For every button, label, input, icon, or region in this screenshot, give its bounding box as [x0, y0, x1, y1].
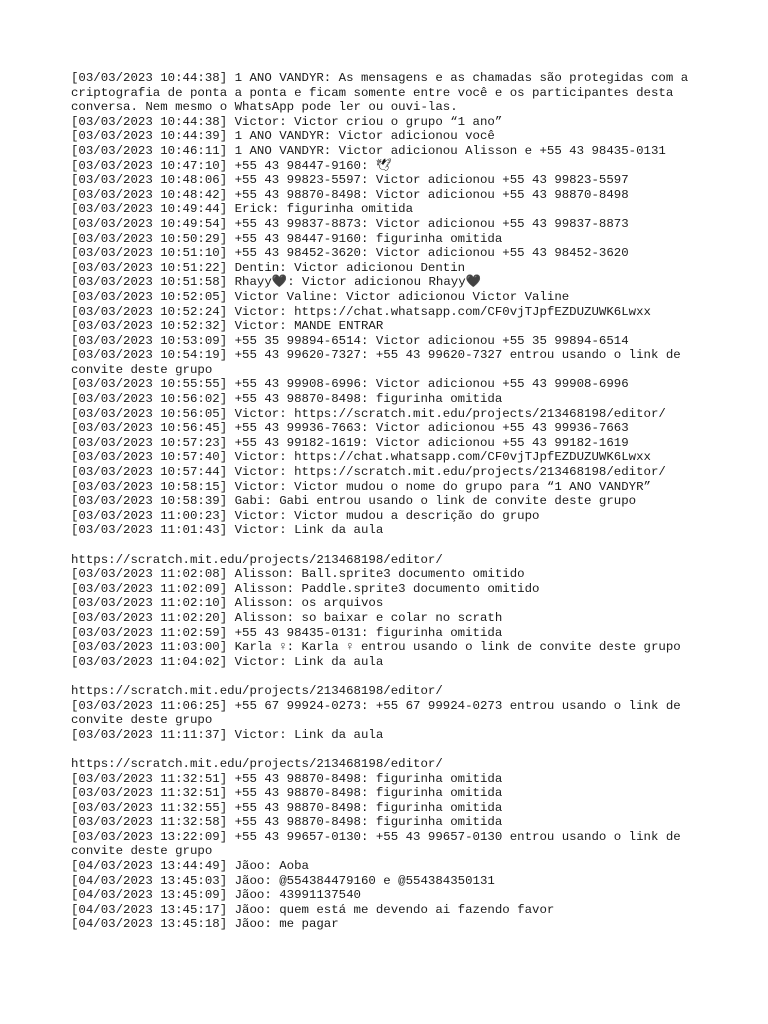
transcript-line: [03/03/2023 10:48:42] +55 43 98870-8498: Victor adicionou +55 43 98870-8498 — [71, 187, 629, 202]
transcript-line: [03/03/2023 11:01:43] Victor: Link da aula — [71, 523, 384, 538]
transcript-line: [03/03/2023 10:51:10] +55 43 98452-3620: Victor adicionou +55 43 98452-3620 — [71, 246, 629, 261]
transcript-line: [03/03/2023 10:53:09] +55 35 99894-6514: Victor adicionou +55 35 99894-6514 — [71, 333, 629, 348]
transcript-line: [03/03/2023 11:02:10] Alisson: os arquivos — [71, 596, 384, 611]
transcript-line: [03/03/2023 10:44:38] 1 ANO VANDYR: As mensagens e as chamadas são protegidas com a — [71, 71, 689, 85]
transcript-line: [03/03/2023 13:22:09] +55 43 99657-0130: +55 43 99657-0130 entrou usando o link de — [71, 829, 681, 844]
chat-transcript — [71, 71, 701, 932]
transcript-line: [03/03/2023 10:52:32] Victor: MANDE ENTRAR — [71, 319, 384, 334]
transcript-line: [03/03/2023 10:51:22] Dentin: Victor adicionou Dentin — [71, 260, 466, 275]
transcript-line: [03/03/2023 11:04:02] Victor: Link da aula — [71, 654, 384, 669]
transcript-line: [03/03/2023 11:32:58] +55 43 98870-8498: figurinha omitida — [71, 815, 503, 830]
transcript-line — [71, 669, 701, 684]
transcript-line: [03/03/2023 10:58:15] Victor: Victor mudou o nome do grupo para “1 ANO VANDYR” — [71, 479, 651, 494]
transcript-line: [03/03/2023 11:03:00] Karla ♀: Karla ♀ entrou usando o link de convite deste grupo — [71, 640, 681, 655]
transcript-line: [03/03/2023 10:57:40] Victor: https://chat.whatsapp.com/CF0vjTJpfEZDUZUWK6Lwxx — [71, 450, 651, 465]
transcript-line: [04/03/2023 13:45:03] Jãoo: @554384479160 e @554384350131 — [71, 873, 495, 888]
transcript-line: [03/03/2023 10:55:55] +55 43 99908-6996: Victor adicionou +55 43 99908-6996 — [71, 377, 629, 392]
transcript-line: [03/03/2023 10:46:11] 1 ANO VANDYR: Victor adicionou Alisson e +55 43 98435-0131 — [71, 143, 666, 158]
transcript-line: [03/03/2023 10:58:39] Gabi: Gabi entrou usando o link de convite deste grupo — [71, 494, 637, 509]
transcript-line: [03/03/2023 11:11:37] Victor: Link da aula — [71, 727, 384, 742]
transcript-line: [03/03/2023 11:32:51] +55 43 98870-8498: figurinha omitida — [71, 786, 503, 801]
transcript-line: https://scratch.mit.edu/projects/213468198/editor/ — [71, 552, 443, 567]
transcript-line: [03/03/2023 10:48:06] +55 43 99823-5597: Victor adicionou +55 43 99823-5597 — [71, 173, 629, 188]
transcript-line: [03/03/2023 10:49:54] +55 43 99837-8873: Victor adicionou +55 43 99837-8873 — [71, 216, 629, 231]
transcript-line: [04/03/2023 13:45:18] Jãoo: me pagar — [71, 917, 339, 932]
transcript-line: [03/03/2023 11:02:20] Alisson: so baixar e colar no scrath — [71, 610, 503, 625]
transcript-line: [03/03/2023 11:02:08] Alisson: Ball.sprite3 documento omitido — [71, 567, 525, 582]
transcript-line: [03/03/2023 11:02:59] +55 43 98435-0131: figurinha omitida — [71, 625, 503, 640]
transcript-line: convite deste grupo — [71, 713, 213, 728]
transcript-line: [03/03/2023 10:51:58] Rhayy🖤: Victor adicionou Rhayy🖤 — [71, 275, 482, 290]
transcript-line: [03/03/2023 10:57:23] +55 43 99182-1619: Victor adicionou +55 43 99182-1619 — [71, 435, 629, 450]
transcript-line: [04/03/2023 13:44:49] Jãoo: Aoba — [71, 859, 309, 874]
transcript-line: [04/03/2023 13:45:09] Jãoo: 43991137540 — [71, 888, 361, 903]
transcript-line: [03/03/2023 10:49:44] Erick: figurinha omitida — [71, 202, 414, 217]
transcript-line: https://scratch.mit.edu/projects/213468198/editor/ — [71, 683, 443, 698]
transcript-line — [71, 538, 701, 553]
transcript-line: [03/03/2023 10:44:39] 1 ANO VANDYR: Victor adicionou você — [71, 129, 495, 144]
transcript-line: [03/03/2023 11:06:25] +55 67 99924-0273: +55 67 99924-0273 entrou usando o link de — [71, 698, 681, 713]
transcript-line: [03/03/2023 10:50:29] +55 43 98447-9160: figurinha omitida — [71, 231, 503, 246]
transcript-line: [03/03/2023 11:32:51] +55 43 98870-8498: figurinha omitida — [71, 771, 503, 786]
transcript-line: [03/03/2023 11:32:55] +55 43 98870-8498: figurinha omitida — [71, 800, 503, 815]
transcript-line: [03/03/2023 10:47:10] +55 43 98447-9160: 🕊 — [71, 158, 392, 173]
transcript-line: [03/03/2023 10:56:05] Victor: https://scratch.mit.edu/projects/213468198/editor/ — [71, 406, 666, 421]
transcript-line: [03/03/2023 10:44:38] Victor: Victor criou o grupo “1 ano” — [71, 114, 503, 129]
transcript-line: conversa. Nem mesmo o WhatsApp pode ler ou ouvi-las. — [71, 100, 458, 115]
transcript-line: [03/03/2023 11:02:09] Alisson: Paddle.sprite3 documento omitido — [71, 581, 540, 596]
transcript-line: [03/03/2023 11:00:23] Victor: Victor mudou a descrição do grupo — [71, 508, 540, 523]
transcript-line — [71, 742, 701, 757]
transcript-line: [03/03/2023 10:57:44] Victor: https://scratch.mit.edu/projects/213468198/editor/ — [71, 465, 666, 480]
transcript-line: [03/03/2023 10:52:05] Victor Valine: Victor adicionou Victor Valine — [71, 289, 570, 304]
transcript-line: [03/03/2023 10:52:24] Victor: https://chat.whatsapp.com/CF0vjTJpfEZDUZUWK6Lwxx — [71, 304, 651, 319]
transcript-line: convite deste grupo — [71, 362, 213, 377]
transcript-line: [03/03/2023 10:56:02] +55 43 98870-8498: figurinha omitida — [71, 392, 503, 407]
transcript-line: convite deste grupo — [71, 844, 213, 859]
transcript-line: [03/03/2023 10:54:19] +55 43 99620-7327: +55 43 99620-7327 entrou usando o link de — [71, 348, 681, 363]
transcript-line: [03/03/2023 10:56:45] +55 43 99936-7663: Victor adicionou +55 43 99936-7663 — [71, 421, 629, 436]
transcript-line: criptografia de ponta a ponta e ficam somente entre você e os participantes desta — [71, 85, 674, 100]
transcript-line: https://scratch.mit.edu/projects/213468198/editor/ — [71, 756, 443, 771]
transcript-line: [04/03/2023 13:45:17] Jãoo: quem está me devendo ai fazendo favor — [71, 902, 555, 917]
